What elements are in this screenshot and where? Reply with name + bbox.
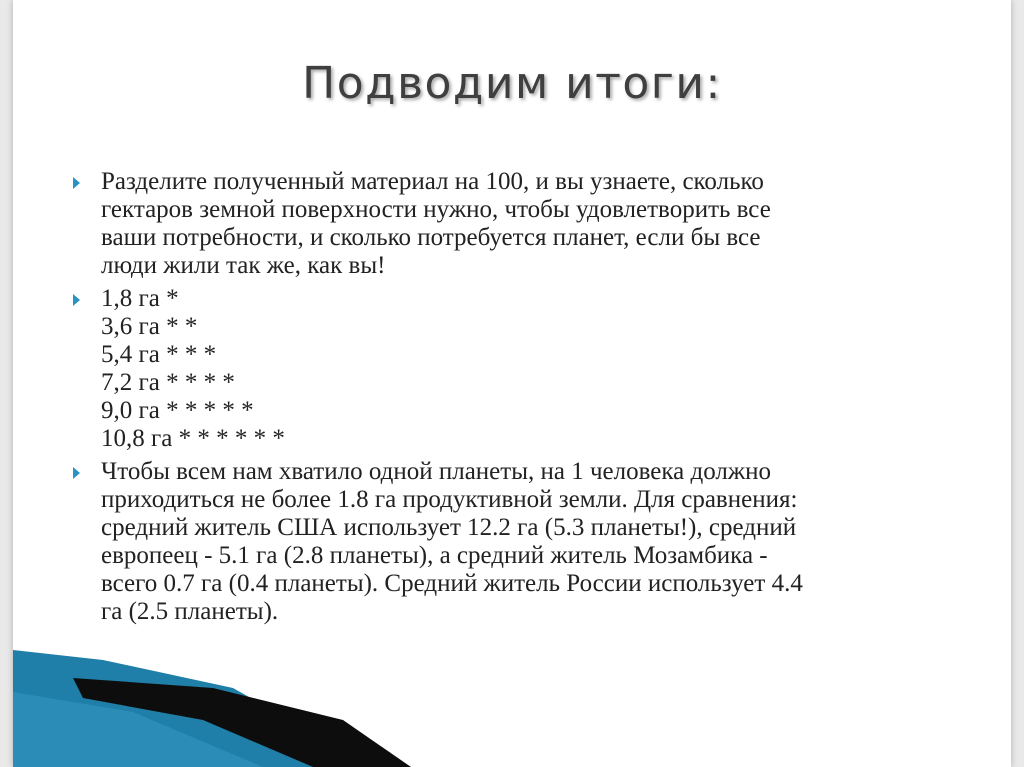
- text-line: приходиться не более 1.8 га продуктивной земли. Для сравнения:: [101, 486, 798, 513]
- text-line: люди жили так же, как вы!: [101, 252, 386, 279]
- triangle-bullet-icon: [73, 294, 80, 306]
- text-line: 10,8 га * * * * * *: [101, 425, 285, 452]
- text-line: 5,4 га * * *: [101, 341, 217, 368]
- text-line: средний житель США использует 12.2 га (5.3 планеты!), средний: [101, 514, 797, 541]
- slide: [13, 0, 1011, 767]
- triangle-bullet-icon: [73, 467, 80, 479]
- triangle-bullet-icon: [73, 177, 80, 189]
- text-line: всего 0.7 га (0.4 планеты). Средний житель России использует 4.4: [101, 570, 803, 597]
- text-line: 1,8 га *: [101, 285, 179, 312]
- text-line: ваши потребности, и сколько потребуется планет, если бы все: [101, 224, 761, 251]
- text-line: европеец - 5.1 га (2.8 планеты), а средний житель Мозамбика -: [101, 542, 768, 569]
- text-line: Чтобы всем нам хватило одной планеты, на 1 человека должно: [101, 458, 771, 485]
- text-line: 9,0 га * * * * *: [101, 397, 254, 424]
- bullet-item-2: [73, 285, 953, 453]
- text-line: Разделите полученный материал на 100, и вы узнаете, сколько: [101, 168, 764, 195]
- slide-title: Подводим итоги:: [302, 58, 722, 109]
- text-line: га (2.5 планеты).: [101, 598, 279, 625]
- text-line: 7,2 га * * * *: [101, 369, 235, 396]
- text-line: 3,6 га * *: [101, 313, 198, 340]
- slide-body: [73, 168, 953, 631]
- text-line: гектаров земной поверхности нужно, чтобы удовлетворить все: [101, 196, 771, 223]
- decorative-wave: [13, 600, 1011, 767]
- bullet-item-1: [73, 168, 953, 280]
